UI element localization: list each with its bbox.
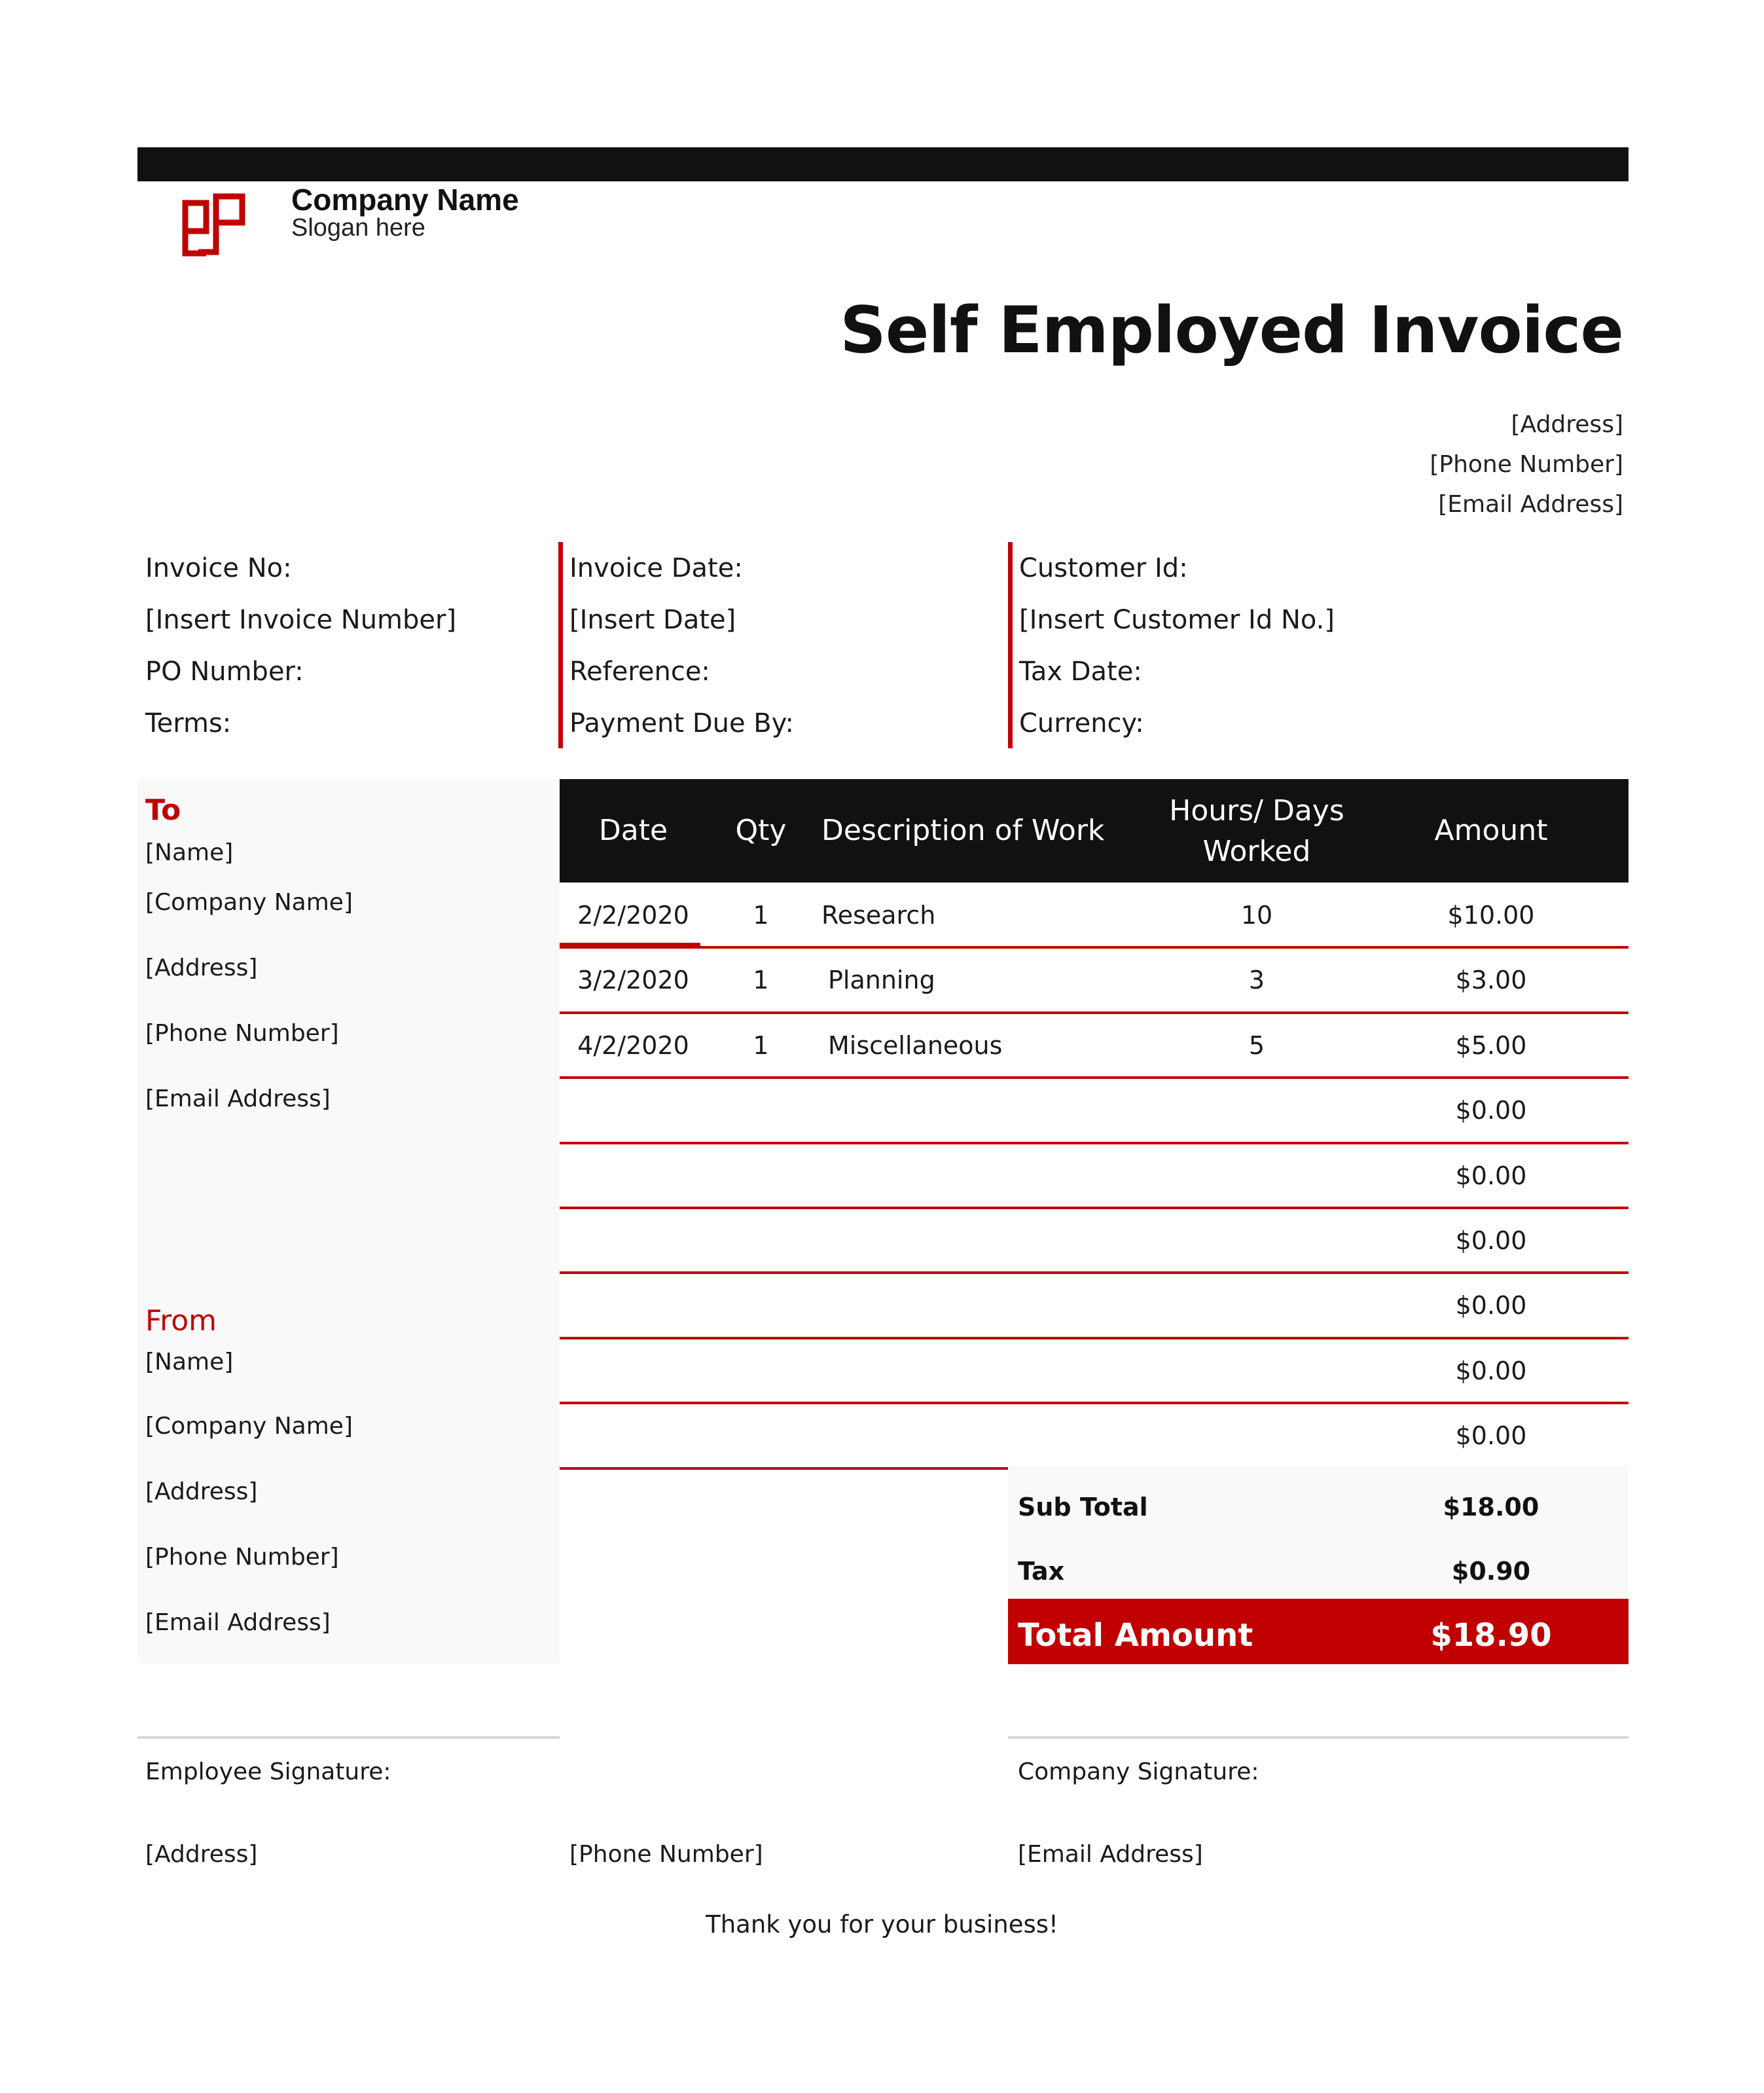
from-company: [Company Name]	[145, 1413, 353, 1440]
payment-due-label: Payment Due By:	[569, 708, 794, 738]
top-bar	[137, 147, 1629, 181]
table-row-divider	[560, 1076, 1629, 1079]
cell-amount: $10.00	[1447, 901, 1535, 930]
to-company: [Company Name]	[145, 889, 353, 916]
info-divider	[558, 542, 563, 748]
col-header-hours: Hours/ Days	[1169, 794, 1344, 828]
col-header-date: Date	[598, 814, 668, 847]
cell-amount: $3.00	[1455, 966, 1527, 994]
cell-amount: $5.00	[1455, 1031, 1527, 1060]
table-row-divider	[560, 1337, 1629, 1339]
company-signature-label: Company Signature:	[1018, 1758, 1259, 1785]
from-phone: [Phone Number]	[145, 1544, 339, 1571]
cell-amount: $0.00	[1455, 1421, 1527, 1450]
from-email: [Email Address]	[145, 1609, 331, 1636]
cell-hours: 3	[1248, 966, 1265, 994]
subtotal-label: Sub Total	[1018, 1493, 1148, 1521]
col-header-description: Description of Work	[821, 814, 1105, 847]
info-divider	[1008, 542, 1013, 748]
invoice-no-label: Invoice No:	[145, 553, 292, 583]
col-header-hours-line2: Worked	[1202, 835, 1311, 868]
table-row-divider	[560, 1402, 1629, 1404]
cell-description: Planning	[828, 966, 935, 994]
invoice-date-value: [Insert Date]	[569, 605, 736, 635]
from-address: [Address]	[145, 1478, 258, 1505]
table-row-divider	[560, 1142, 1629, 1144]
header-email: [Email Address]	[1438, 491, 1623, 518]
to-email: [Email Address]	[145, 1085, 331, 1112]
cell-amount: $0.00	[1455, 1161, 1527, 1190]
reference-label: Reference:	[569, 657, 710, 687]
from-heading: From	[145, 1304, 217, 1338]
header-phone: [Phone Number]	[1430, 451, 1623, 478]
to-name: [Name]	[145, 839, 234, 866]
company-slogan: Slogan here	[291, 214, 425, 242]
cell-qty: 1	[753, 901, 769, 930]
total-amount-value: $18.90	[1430, 1617, 1552, 1654]
footer-email: [Email Address]	[1018, 1841, 1203, 1868]
cell-hours: 10	[1240, 901, 1273, 930]
cell-description: Research	[821, 901, 936, 930]
tax-date-label: Tax Date:	[1019, 657, 1142, 687]
footer-phone: [Phone Number]	[569, 1841, 763, 1868]
cell-date: 2/2/2020	[577, 901, 689, 930]
tax-label: Tax	[1018, 1557, 1065, 1586]
to-address: [Address]	[145, 955, 258, 981]
company-signature-line	[1008, 1736, 1629, 1739]
cell-amount: $0.00	[1455, 1291, 1527, 1320]
invoice-title: Self Employed Invoice	[840, 293, 1623, 368]
cell-amount: $0.00	[1455, 1226, 1527, 1255]
selected-cell-underline	[560, 943, 700, 948]
table-row-divider	[560, 1271, 1629, 1274]
from-name: [Name]	[145, 1349, 234, 1375]
to-phone: [Phone Number]	[145, 1020, 339, 1047]
cell-qty: 1	[753, 1031, 769, 1060]
cell-qty: 1	[753, 966, 769, 994]
table-row-divider	[560, 946, 1629, 949]
thank-you-message: Thank you for your business!	[706, 1910, 1058, 1938]
customer-id-label: Customer Id:	[1019, 553, 1188, 583]
header-address: [Address]	[1511, 411, 1623, 438]
cell-amount: $0.00	[1455, 1356, 1527, 1385]
company-name: Company Name	[291, 183, 519, 217]
cell-date: 3/2/2020	[577, 966, 689, 994]
employee-signature-label: Employee Signature:	[145, 1758, 391, 1785]
invoice-number-value: [Insert Invoice Number]	[145, 605, 457, 635]
cell-description: Miscellaneous	[828, 1031, 1003, 1060]
table-row-divider	[560, 1207, 1629, 1209]
company-logo-icon	[180, 187, 252, 259]
table-row-divider	[560, 1011, 1629, 1014]
tax-value: $0.90	[1451, 1557, 1531, 1586]
cell-date: 4/2/2020	[577, 1031, 689, 1060]
po-number-label: PO Number:	[145, 657, 304, 687]
col-header-amount: Amount	[1434, 814, 1548, 847]
total-amount-label: Total Amount	[1018, 1617, 1253, 1654]
cell-amount: $0.00	[1455, 1096, 1527, 1125]
terms-label: Terms:	[145, 708, 232, 738]
cell-hours: 5	[1248, 1031, 1265, 1060]
col-header-qty: Qty	[735, 814, 787, 847]
to-heading: To	[145, 793, 181, 827]
currency-label: Currency:	[1019, 708, 1144, 738]
customer-id-value: [Insert Customer Id No.]	[1019, 605, 1335, 635]
footer-address: [Address]	[145, 1841, 258, 1868]
invoice-date-label: Invoice Date:	[569, 553, 743, 583]
subtotal-value: $18.00	[1443, 1493, 1539, 1521]
employee-signature-line	[137, 1736, 560, 1739]
